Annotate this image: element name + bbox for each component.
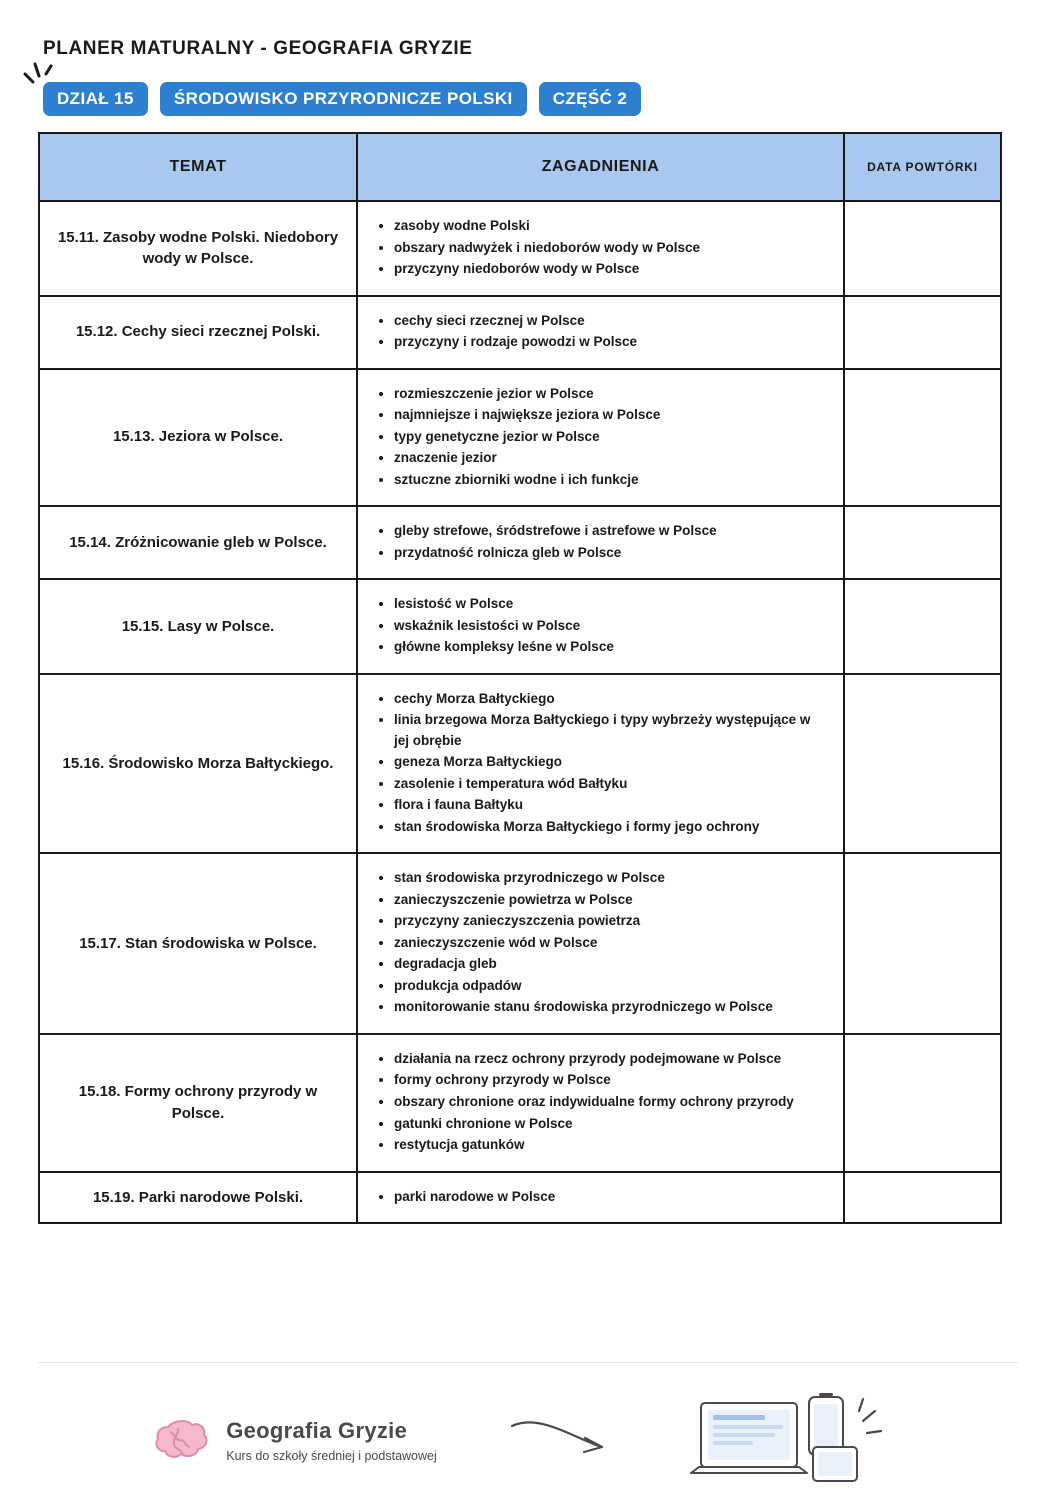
topic-cell: 15.16. Środowisko Morza Bałtyckiego. xyxy=(39,674,357,854)
list-item: • przyczyny i rodzaje powodzi w Polsce xyxy=(394,332,829,353)
issues-list xyxy=(368,689,829,838)
list-item: • zasoby wodne Polski xyxy=(394,216,829,237)
badge-row xyxy=(43,82,1018,116)
table-body xyxy=(39,201,1001,1223)
list-item: • cechy sieci rzecznej w Polsce xyxy=(394,311,829,332)
list-item: • sztuczne zbiorniki wodne i ich funkcje xyxy=(394,470,829,491)
topic-cell: 15.11. Zasoby wodne Polski. Niedobory wody w Polsce. xyxy=(39,201,357,296)
sparkle-icon xyxy=(21,56,61,96)
badge-section: DZIAŁ 15 xyxy=(43,82,148,116)
list-item: • zasolenie i temperatura wód Bałtyku xyxy=(394,774,829,795)
list-item: • linia brzegowa Morza Bałtyckiego i typy wybrzeży występujące w jej obrębie xyxy=(394,710,829,751)
issues-cell xyxy=(357,506,844,579)
list-item: • przyczyny zanieczyszczenia powietrza xyxy=(394,911,829,932)
table-header xyxy=(39,133,1001,201)
issues-cell xyxy=(357,201,844,296)
brand-logo xyxy=(154,1418,437,1464)
issues-cell xyxy=(357,853,844,1034)
list-item: • restytucja gatunków xyxy=(394,1135,829,1156)
issues-list xyxy=(368,1187,829,1208)
laptop-phone-tablet-icon xyxy=(687,1391,902,1491)
table-row xyxy=(39,201,1001,296)
list-item: • wskaźnik lesistości w Polsce xyxy=(394,616,829,637)
curved-arrow-icon xyxy=(507,1416,617,1466)
brand-text xyxy=(226,1419,437,1462)
list-item: • przyczyny niedoborów wody w Polsce xyxy=(394,259,829,280)
list-item: • lesistość w Polsce xyxy=(394,594,829,615)
issues-list xyxy=(368,1049,829,1156)
date-cell[interactable] xyxy=(844,201,1001,296)
date-cell[interactable] xyxy=(844,369,1001,507)
table-row xyxy=(39,853,1001,1034)
date-cell[interactable] xyxy=(844,506,1001,579)
list-item: • przydatność rolnicza gleb w Polsce xyxy=(394,543,829,564)
topic-cell: 15.15. Lasy w Polsce. xyxy=(39,579,357,674)
issues-list xyxy=(368,311,829,353)
issues-cell xyxy=(357,579,844,674)
table-row xyxy=(39,369,1001,507)
list-item: • obszary chronione oraz indywidualne formy ochrony przyrody xyxy=(394,1092,829,1113)
date-cell[interactable] xyxy=(844,674,1001,854)
page-title: PLANER MATURALNY - GEOGRAFIA GRYZIE xyxy=(43,38,473,59)
list-item: • monitorowanie stanu środowiska przyrodniczego w Polsce xyxy=(394,997,829,1018)
table-row xyxy=(39,674,1001,854)
list-item: • stan środowiska Morza Bałtyckiego i formy jego ochrony xyxy=(394,817,829,838)
list-item: • parki narodowe w Polsce xyxy=(394,1187,829,1208)
topic-cell: 15.14. Zróżnicowanie gleb w Polsce. xyxy=(39,506,357,579)
page-footer xyxy=(0,1382,1056,1500)
topic-cell: 15.19. Parki narodowe Polski. xyxy=(39,1172,357,1224)
table-row xyxy=(39,296,1001,369)
issues-list xyxy=(368,216,829,280)
date-cell[interactable] xyxy=(844,853,1001,1034)
badge-topic: ŚRODOWISKO PRZYRODNICZE POLSKI xyxy=(160,82,527,116)
topic-cell: 15.13. Jeziora w Polsce. xyxy=(39,369,357,507)
issues-cell xyxy=(357,1172,844,1224)
list-item: • stan środowiska przyrodniczego w Polsce xyxy=(394,868,829,889)
list-item: • gatunki chronione w Polsce xyxy=(394,1114,829,1135)
brand-name: Geografia Gryzie xyxy=(226,1418,408,1444)
list-item: • typy genetyczne jezior w Polsce xyxy=(394,427,829,448)
header-date: DATA POWTÓRKI xyxy=(844,133,1001,201)
list-item: • obszary nadwyżek i niedoborów wody w Polsce xyxy=(394,238,829,259)
date-cell[interactable] xyxy=(844,579,1001,674)
list-item: • gleby strefowe, śródstrefowe i astrefowe w Polsce xyxy=(394,521,829,542)
list-item: • znaczenie jezior xyxy=(394,448,829,469)
list-item: • działania na rzecz ochrony przyrody podejmowane w Polsce xyxy=(394,1049,829,1070)
date-cell[interactable] xyxy=(844,296,1001,369)
table-row xyxy=(39,1172,1001,1224)
issues-cell xyxy=(357,369,844,507)
list-item: • flora i fauna Bałtyku xyxy=(394,795,829,816)
date-cell[interactable] xyxy=(844,1034,1001,1172)
brand-subtitle: Kurs do szkoły średniej i podstawowej xyxy=(226,1448,437,1463)
table-row xyxy=(39,579,1001,674)
list-item: • rozmieszczenie jezior w Polsce xyxy=(394,384,829,405)
header-issues: ZAGADNIENIA xyxy=(357,133,844,201)
list-item: • degradacja gleb xyxy=(394,954,829,975)
list-item: • formy ochrony przyrody w Polsce xyxy=(394,1070,829,1091)
table-header-row xyxy=(39,133,1001,201)
list-item: • geneza Morza Bałtyckiego xyxy=(394,752,829,773)
list-item: • najmniejsze i największe jeziora w Polsce xyxy=(394,405,829,426)
table-row xyxy=(39,506,1001,579)
issues-list xyxy=(368,384,829,491)
list-item: • cechy Morza Bałtyckiego xyxy=(394,689,829,710)
planner-table xyxy=(38,132,1002,1224)
table-row xyxy=(39,1034,1001,1172)
topic-cell: 15.18. Formy ochrony przyrody w Polsce. xyxy=(39,1034,357,1172)
topic-cell: 15.12. Cechy sieci rzecznej Polski. xyxy=(39,296,357,369)
footer-divider xyxy=(38,1362,1018,1363)
list-item: • główne kompleksy leśne w Polsce xyxy=(394,637,829,658)
list-item: • zanieczyszczenie wód w Polsce xyxy=(394,933,829,954)
date-cell[interactable] xyxy=(844,1172,1001,1224)
badge-part: CZĘŚĆ 2 xyxy=(539,82,642,116)
issues-list xyxy=(368,594,829,658)
issues-list xyxy=(368,868,829,1018)
brain-icon xyxy=(154,1418,212,1464)
issues-cell xyxy=(357,296,844,369)
issues-list xyxy=(368,521,829,563)
issues-cell xyxy=(357,1034,844,1172)
topic-cell: 15.17. Stan środowiska w Polsce. xyxy=(39,853,357,1034)
list-item: • zanieczyszczenie powietrza w Polsce xyxy=(394,890,829,911)
list-item: • produkcja odpadów xyxy=(394,976,829,997)
header-topic: TEMAT xyxy=(39,133,357,201)
issues-cell xyxy=(357,674,844,854)
